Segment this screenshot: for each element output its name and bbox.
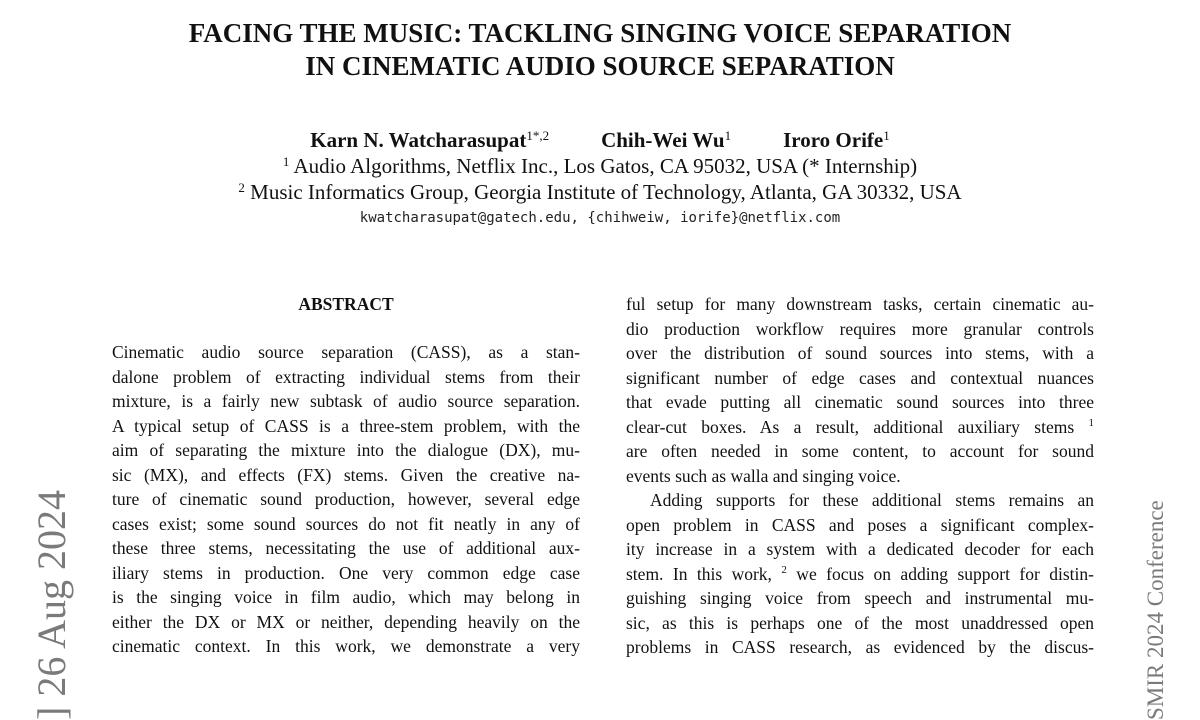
text-line: ity increase in a system with a dedicated decoder for each bbox=[626, 539, 1094, 559]
text-line: ful setup for many downstream tasks, certain cinematic au- bbox=[626, 294, 1094, 314]
text-line-footnote: stem. In this work, $^2$ we focus on adding support for distin- bbox=[626, 563, 1094, 584]
text-line: dio production workflow requires more granular controls bbox=[626, 318, 1094, 339]
text-line-footnote: clear-cut boxes. As a result, additional auxiliary stems $^1$ bbox=[626, 416, 1095, 437]
author-1: Karn N. Watcharasupat$^{1*,2}$ bbox=[310, 128, 550, 152]
affiliation-2: $^2$ Music Informatics Group, Georgia Institute of Technology, Atlanta, GA 30332, USA bbox=[238, 180, 962, 204]
paper-title bbox=[0, 17, 1200, 83]
text-line: is the singing voice in film audio, which may belong in bbox=[112, 587, 580, 607]
author-list bbox=[0, 127, 1200, 153]
text-line: significant number of edge cases and contextual nuances bbox=[626, 367, 1094, 388]
text-line: iliary stems in production. One very common edge case bbox=[112, 562, 580, 583]
text-line: problems in CASS research, as evidenced by the discus- bbox=[626, 637, 1094, 657]
introduction-text bbox=[626, 292, 1094, 660]
text-line: either the DX or MX or neither, depending heavily on the bbox=[112, 611, 580, 632]
text-line: dalone problem of extracting individual stems from their bbox=[112, 366, 580, 387]
conference-side-note: SMIR 2024 Conference bbox=[1143, 500, 1168, 720]
text-line: sic (MX), and effects (FX) stems. Given the creative na- bbox=[112, 464, 580, 485]
text-line: events such as walla and singing voice. bbox=[626, 465, 901, 486]
text-line: open problem in CASS and poses a significant complex- bbox=[626, 514, 1094, 535]
arxiv-stamp: ] 26 Aug 2024 bbox=[29, 490, 74, 720]
author-1-affil: 1*,2 bbox=[526, 128, 550, 143]
author-2-affil: 1 bbox=[724, 128, 732, 143]
text-line: guishing singing voice from speech and instrumental mu- bbox=[626, 588, 1094, 608]
text-line: that evade putting all cinematic sound sources into three bbox=[626, 392, 1094, 412]
text-line: cinematic context. In this work, we demonstrate a very bbox=[112, 636, 580, 656]
text-line: these three stems, necessitating the use of additional aux- bbox=[112, 538, 580, 558]
text-line: mixture, is a fairly new subtask of audio source separation. bbox=[112, 391, 580, 411]
text-line: ture of cinematic sound production, however, several edge bbox=[112, 489, 580, 509]
footnote-marker-2: 2 bbox=[781, 563, 787, 576]
author-3: Iroro Orife$^1$ bbox=[783, 128, 890, 152]
text-line: cases exist; some sound sources do not fit neatly in any of bbox=[112, 513, 580, 534]
text-line: sic, as this is perhaps one of the most unaddressed open bbox=[626, 612, 1094, 633]
text-line: A typical setup of CASS is a three-stem problem, with the bbox=[112, 415, 580, 436]
author-emails: kwatcharasupat@gatech.edu, {chihweiw, iorife}@netflix.com bbox=[359, 210, 841, 226]
footnote-marker-1: 1 bbox=[1088, 416, 1095, 429]
title-line-1: FACING THE MUSIC: TACKLING SINGING VOICE SEPARATION bbox=[188, 18, 1012, 48]
affiliation-1: $^1$ Audio Algorithms, Netflix Inc., Los Gatos, CA 95032, USA (* Internship) bbox=[282, 154, 918, 178]
text-line: over the distribution of sound sources into stems, with a bbox=[626, 343, 1094, 363]
abstract-text bbox=[112, 340, 580, 659]
text-line: aim of separating the mixture into the dialogue (DX), mu- bbox=[112, 440, 580, 460]
author-3-affil: 1 bbox=[883, 128, 890, 143]
title-line-2: IN CINEMATIC AUDIO SOURCE SEPARATION bbox=[305, 51, 895, 81]
author-2: Chih-Wei Wu$^1$ bbox=[601, 128, 732, 152]
text-line: are often needed in some content, to account for sound bbox=[626, 441, 1094, 461]
text-line: Cinematic audio source separation (CASS), as a stan- bbox=[112, 342, 580, 362]
text-line: Adding supports for these additional stems remains an bbox=[650, 490, 1094, 510]
abstract-heading: ABSTRACT bbox=[298, 294, 394, 314]
